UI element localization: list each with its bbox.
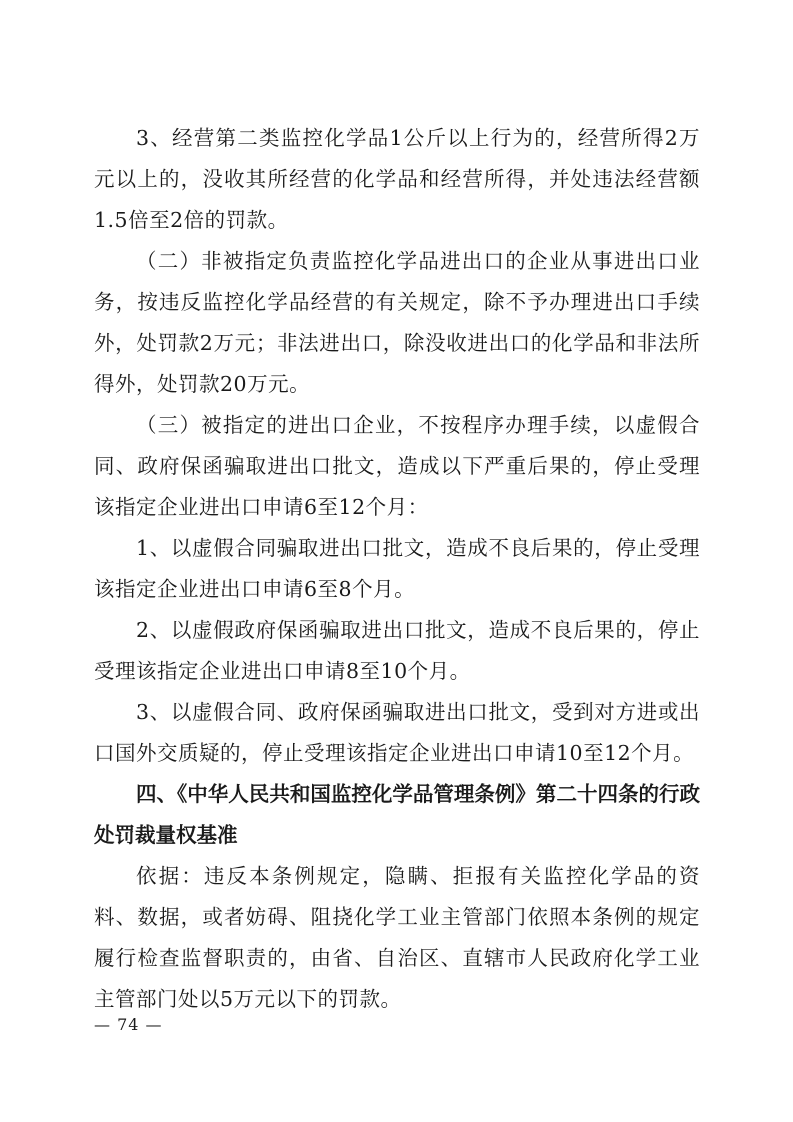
section-heading: 四、《中华人民共和国监控化学品管理条例》第二十四条的行政处罚裁量权基准 <box>94 782 700 847</box>
paragraph-subitem-1: 1、以虚假合同骗取进出口批文，造成不良后果的，停止受理该指定企业进出口申请6至8个月。 <box>94 536 700 601</box>
paragraph-subitem-2: 2、以虚假政府保函骗取进出口批文，造成不良后果的，停止受理该指定企业进出口申请8至10个月。 <box>94 618 700 683</box>
paragraph-item-3: 3、经营第二类监控化学品1公斤以上行为的，经营所得2万元以上的，没收其所经营的化学品和经营所得，并处违法经营额1.5倍至2倍的罚款。 <box>94 126 700 232</box>
paragraph-section-2: （二）非被指定负责监控化学品进出口的企业从事进出口业务，按违反监控化学品经营的有关规定，除不予办理进出口手续外，处罚款2万元；非法进出口，除没收进出口的化学品和非法所得外，处罚款20万元。 <box>94 249 700 396</box>
paragraph-subitem-3: 3、以虚假合同、政府保函骗取进出口批文，受到对方进或出口国外交质疑的，停止受理该指定企业进出口申请10至12个月。 <box>94 700 700 765</box>
paragraph-section-3: （三）被指定的进出口企业，不按程序办理手续，以虚假合同、政府保函骗取进出口批文，造成以下严重后果的，停止受理该指定企业进出口申请6至12个月： <box>94 413 700 519</box>
paragraph-basis: 依据：违反本条例规定，隐瞒、拒报有关监控化学品的资料、数据，或者妨碍、阻挠化学工业主管部门依照本条例的规定履行检查监督职责的，由省、自治区、直辖市人民政府化学工业主管部门处以5万元以下的罚款。 <box>94 864 700 1011</box>
page-number: — 74 — <box>94 1015 163 1034</box>
